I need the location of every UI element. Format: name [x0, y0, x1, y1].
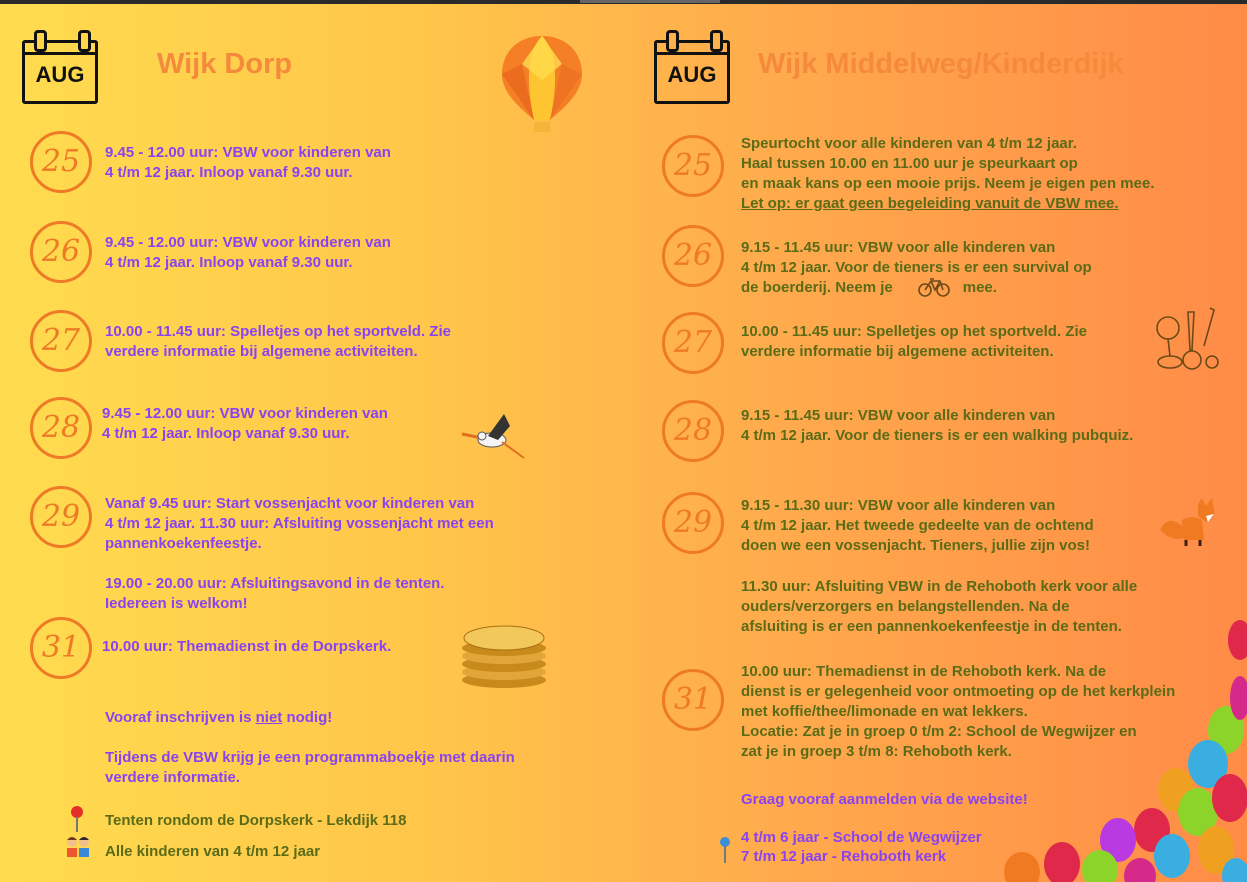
fox-icon: [1158, 496, 1218, 548]
day-badge-26: 26: [662, 225, 724, 287]
window-top-bar: [0, 0, 1247, 4]
right-day25-text: Speurtocht voor alle kinderen van 4 t/m 12 jaar. Haal tussen 10.00 en 11.00 uur je speurkaart op en maak kans op een mooie prijs. Neem je eigen pen mee.: [741, 135, 1155, 192]
day-badge-27: 27: [662, 312, 724, 374]
sports-equipment-icon: [1154, 306, 1222, 372]
day-badge-28: 28: [662, 400, 724, 462]
left-day29-text: Vanaf 9.45 uur: Start vossenjacht voor kinderen van 4 t/m 12 jaar. 11.30 uur: Afsluiting vossenjacht met een pannenkoekenfeestje.: [105, 495, 494, 552]
map-pin-icon: [717, 836, 733, 864]
pancakes-icon: [460, 622, 548, 690]
day-badge-31: 31: [662, 669, 724, 731]
left-booklet: Tijdens de VBW krijg je een programmaboekje met daarin verdere informatie.: [105, 749, 515, 786]
day-badge-31: 31: [30, 617, 92, 679]
left-location: Tenten rondom de Dorpskerk - Lekdijk 118: [105, 812, 407, 829]
hot-air-balloon-icon: [500, 34, 584, 134]
right-registration: Graag vooraf aanmelden via de website!: [741, 791, 1028, 808]
right-day25-note: Let op: er gaat geen begeleiding vanuit de VBW mee.: [741, 195, 1119, 212]
right-day29-extra: 11.30 uur: Afsluiting VBW in de Rehoboth kerk voor alle ouders/verzorgers en belangstellenden. Na de afsluiting is er een pannenkoekenfeestje in de tenten.: [741, 578, 1138, 635]
stork-icon: [458, 412, 534, 468]
left-day31-text: 10.00 uur: Themadienst in de Dorpskerk.: [102, 638, 392, 655]
bicycle-icon: [918, 276, 950, 298]
calendar-icon: [654, 28, 728, 100]
map-pin-icon: [68, 805, 86, 833]
day-badge-28: 28: [30, 397, 92, 459]
day-badge-25: 25: [30, 131, 92, 193]
balloons-icon: [1000, 618, 1247, 882]
right-location-1: 4 t/m 6 jaar - School de Wegwijzer: [741, 829, 982, 846]
right-location-2: 7 t/m 12 jaar - Rehoboth kerk: [741, 848, 947, 865]
left-audience: Alle kinderen van 4 t/m 12 jaar: [105, 843, 321, 860]
left-day29-extra: 19.00 - 20.00 uur: Afsluitingsavond in de tenten. Iedereen is welkom!: [105, 575, 445, 612]
day-badge-29: 29: [662, 492, 724, 554]
right-day26-text: 9.15 - 11.45 uur: VBW voor alle kinderen van 4 t/m 12 jaar. Voor de tieners is er een survival op: [741, 239, 1092, 276]
right-title: Wijk Middelweg/Kinderdijk: [758, 48, 1124, 80]
left-day28-text: 9.45 - 12.00 uur: VBW voor kinderen van 4 t/m 12 jaar. Inloop vanaf 9.30 uur.: [102, 405, 388, 442]
calendar-month: AUG: [35, 62, 85, 87]
calendar-icon: [22, 28, 96, 100]
day-badge-27: 27: [30, 310, 92, 372]
day-badge-26: 26: [30, 221, 92, 283]
left-day25-text: 9.45 - 12.00 uur: VBW voor kinderen van 4 t/m 12 jaar. Inloop vanaf 9.30 uur.: [105, 144, 391, 181]
day-badge-29: 29: [30, 486, 92, 548]
right-day31-text: 10.00 uur: Themadienst in de Rehoboth kerk. Na de dienst is er gelegenheid voor ontmoeting op de het kerkplein met koffie/thee/limonade en wat lekkers. Locatie: Zat je in groep 0 t/m 2: School de Wegwijzer en zat je in groep 3 t/m 8: Rehoboth kerk.: [741, 663, 1176, 760]
right-day28-text: 9.15 - 11.45 uur: VBW voor alle kinderen van 4 t/m 12 jaar. Voor de tieners is er een walking pubquiz.: [741, 407, 1134, 444]
left-day26-text: 9.45 - 12.00 uur: VBW voor kinderen van 4 t/m 12 jaar. Inloop vanaf 9.30 uur.: [105, 234, 391, 271]
calendar-month: AUG: [667, 62, 717, 87]
right-day26-line3: de boerderij. Neem je mee.: [741, 279, 997, 296]
left-registration: Vooraf inschrijven is niet nodig!: [105, 709, 333, 726]
left-title: Wijk Dorp: [157, 48, 293, 80]
right-day27-text: 10.00 - 11.45 uur: Spelletjes op het sportveld. Zie verdere informatie bij algemene activiteiten.: [741, 323, 1087, 360]
children-icon: [64, 836, 92, 862]
day-badge-25: 25: [662, 135, 724, 197]
right-day29-text: 9.15 - 11.30 uur: VBW voor alle kinderen van 4 t/m 12 jaar. Het tweede gedeelte van de ochtend doen we een vossenjacht. Tieners, jullie zijn vos!: [741, 497, 1094, 554]
left-day27-text: 10.00 - 11.45 uur: Spelletjes op het sportveld. Zie verdere informatie bij algemene activiteiten.: [105, 323, 451, 360]
